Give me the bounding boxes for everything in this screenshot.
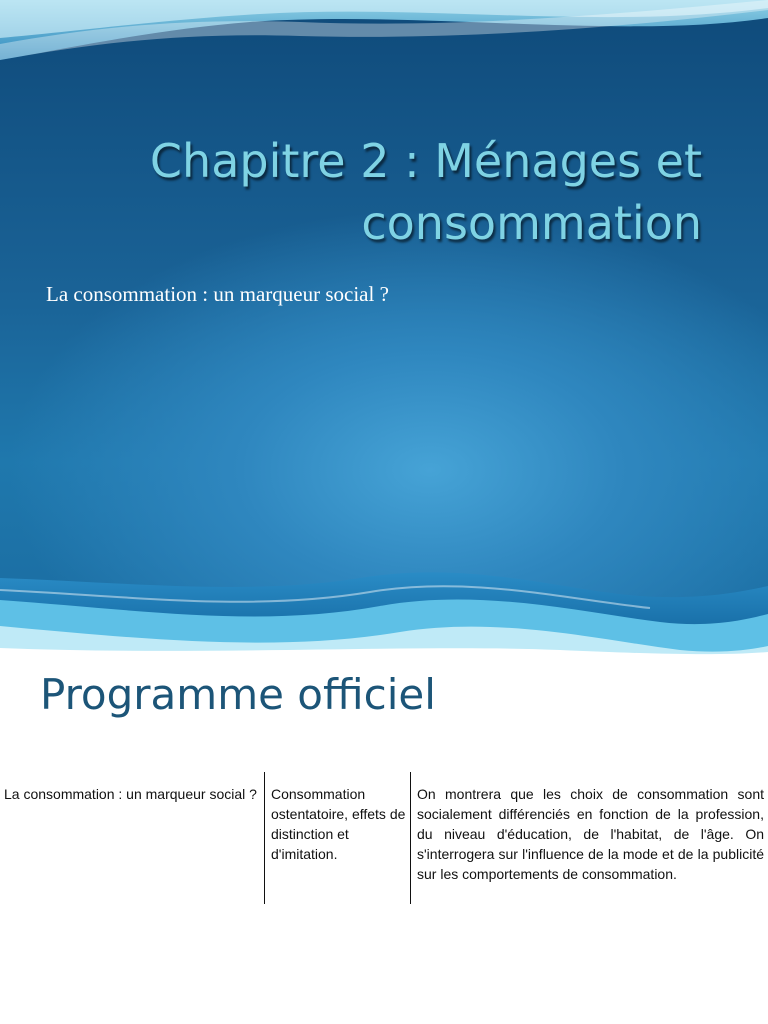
- indications-text: On montrera que les choix de consommation sont socialement différenciés en fonction de la profession, du niveau d'éducation, de l'habitat, de l'âge. On s'interrogera sur l'influence de la mode et de la publicité sur les comportements de consommation.: [417, 786, 764, 882]
- programme-title: Programme officiel: [40, 670, 436, 719]
- programme-table: [0, 772, 768, 904]
- table-cell-notions: [264, 772, 410, 904]
- table-cell-theme: [0, 772, 264, 904]
- table-cell-indications: [410, 772, 768, 904]
- notions-text: Consommation ostentatoire, effets de distinction et d'imitation.: [271, 786, 406, 862]
- programme-slide: [0, 660, 768, 1024]
- slide-subtitle: La consommation : un marqueur social ?: [46, 282, 389, 306]
- slide-title: Chapitre 2 : Ménages et consommation: [149, 134, 702, 250]
- theme-text: La consommation : un marqueur social ?: [4, 786, 257, 802]
